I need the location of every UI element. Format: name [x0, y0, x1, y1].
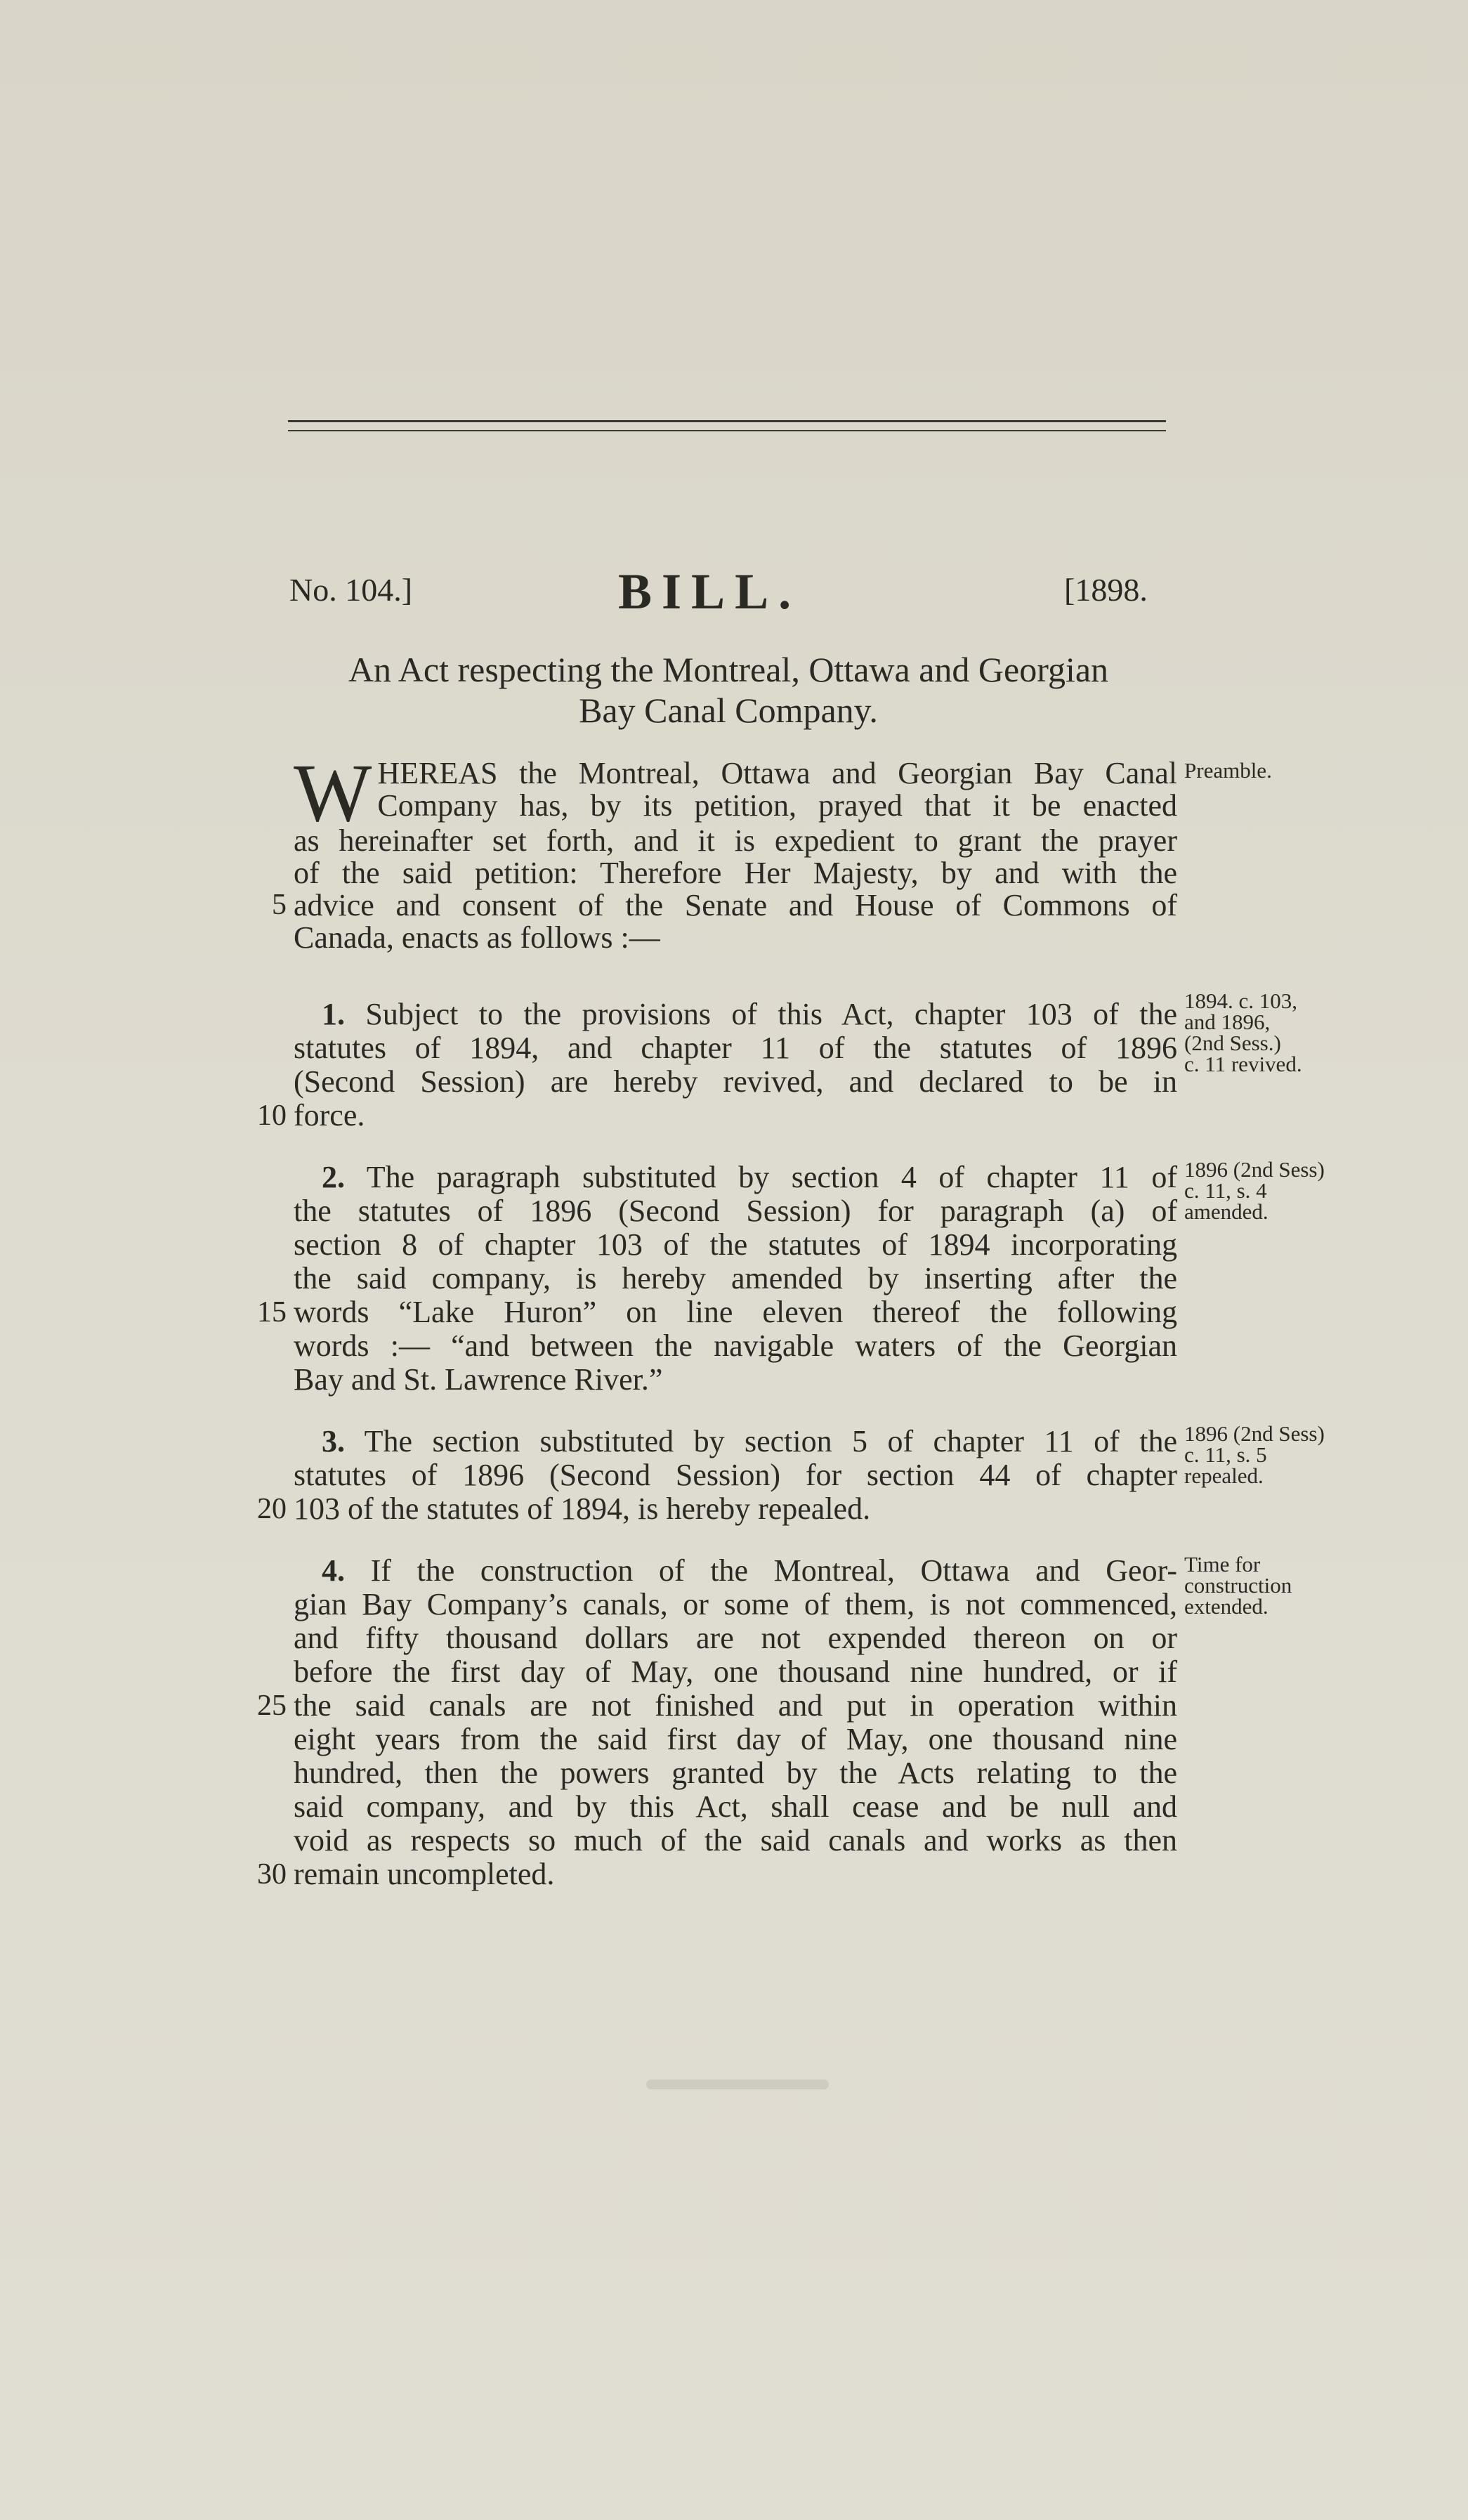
preamble-dropcap: W	[294, 747, 372, 839]
section-number: 4.	[322, 1553, 345, 1588]
preamble-line: of the said petition: Therefore Her Majesty, by and with the	[294, 856, 1177, 890]
paper-smudge	[646, 2080, 829, 2089]
line-number: 25	[257, 1690, 287, 1722]
section-2-line: the statutes of 1896 (Second Session) for paragraph (a) of	[294, 1194, 1177, 1228]
section-2-line: the said company, is hereby amended by inserting after the	[294, 1261, 1177, 1295]
header-rule-top	[288, 420, 1166, 422]
line-number: 5	[272, 889, 287, 921]
line-number: 10	[257, 1099, 287, 1132]
margin-note-section-4: Time for construction extended.	[1184, 1552, 1292, 1619]
section-number: 2.	[322, 1160, 345, 1194]
section-4-line: hundred, then the powers granted by the Acts relating to the	[294, 1756, 1177, 1790]
header-rule-bottom	[288, 430, 1166, 431]
section-4-line: said company, and by this Act, shall cease and be null and	[294, 1789, 1177, 1824]
section-4-line: 4. If the construction of the Montreal, Ottawa and Geor-	[322, 1553, 1178, 1588]
section-2-line: Bay and St. Lawrence River.”	[294, 1362, 663, 1397]
section-3-line: statutes of 1896 (Second Session) for section 44 of chapter	[294, 1458, 1177, 1492]
preamble-line: Company has, by its petition, prayed that it be enacted	[377, 788, 1177, 823]
line-number: 30	[257, 1858, 287, 1891]
section-4-line: and fifty thousand dollars are not expended thereon on or	[294, 1621, 1177, 1655]
preamble-line: as hereinafter set forth, and it is expedient to grant the prayer	[294, 823, 1177, 858]
bill-number: No. 104.]	[289, 572, 413, 608]
section-4-line: void as respects so much of the said canals and works as then	[294, 1823, 1177, 1858]
section-4-line: gian Bay Company’s canals, or some of them, is not commenced,	[294, 1587, 1177, 1621]
preamble-line: HEREAS the Montreal, Ottawa and Georgian Bay Canal	[377, 756, 1177, 790]
section-number: 3.	[322, 1424, 345, 1458]
margin-note-section-1: 1894. c. 103, and 1896, (2nd Sess.) c. 11 revived.	[1184, 988, 1302, 1076]
act-title-line: Bay Canal Company.	[579, 691, 878, 730]
section-4-line: before the first day of May, one thousand nine hundred, or if	[294, 1654, 1177, 1689]
section-3-line: 103 of the statutes of 1894, is hereby repealed.	[294, 1491, 871, 1526]
section-1-line: 1. Subject to the provisions of this Act, chapter 103 of the	[322, 997, 1178, 1031]
preamble-line: advice and consent of the Senate and House of Commons of	[294, 888, 1177, 922]
section-1-line: (Second Session) are hereby revived, and declared to be in	[294, 1064, 1177, 1099]
section-2-line: 2. The paragraph substituted by section 4 of chapter 11 of	[322, 1160, 1177, 1194]
section-2-line: words :— “and between the navigable waters of the Georgian	[294, 1328, 1177, 1363]
section-1-line: statutes of 1894, and chapter 11 of the statutes of 1896	[294, 1031, 1177, 1065]
preamble-paragraph	[294, 747, 1177, 955]
section-2-line: words “Lake Huron” on line eleven thereof the following	[294, 1295, 1177, 1329]
margin-note-section-3: 1896 (2nd Sess) c. 11, s. 5 repealed.	[1184, 1421, 1325, 1488]
line-number: 15	[257, 1296, 287, 1328]
bill-heading: BILL.	[618, 563, 801, 620]
section-2-line: section 8 of chapter 103 of the statutes of 1894 incorporating	[294, 1227, 1177, 1262]
margin-note-section-2: 1896 (2nd Sess) c. 11, s. 4 amended.	[1184, 1157, 1325, 1224]
section-3-line: 3. The section substituted by section 5 of chapter 11 of the	[322, 1424, 1177, 1458]
section-4-line: eight years from the said first day of May, one thousand nine	[294, 1722, 1177, 1756]
preamble-line: Canada, enacts as follows :—	[294, 920, 660, 955]
margin-note-preamble: Preamble.	[1184, 758, 1272, 783]
section-number: 1.	[322, 997, 345, 1031]
section-4-line: the said canals are not finished and put in operation within	[294, 1688, 1177, 1723]
line-number: 20	[257, 1493, 287, 1525]
act-title-line: An Act respecting the Montreal, Ottawa and Georgian	[348, 650, 1109, 689]
section-4-line: remain uncompleted.	[294, 1857, 555, 1891]
act-title	[289, 649, 1167, 731]
bill-year: [1898.	[1064, 572, 1148, 608]
section-1-line: force.	[294, 1098, 365, 1132]
